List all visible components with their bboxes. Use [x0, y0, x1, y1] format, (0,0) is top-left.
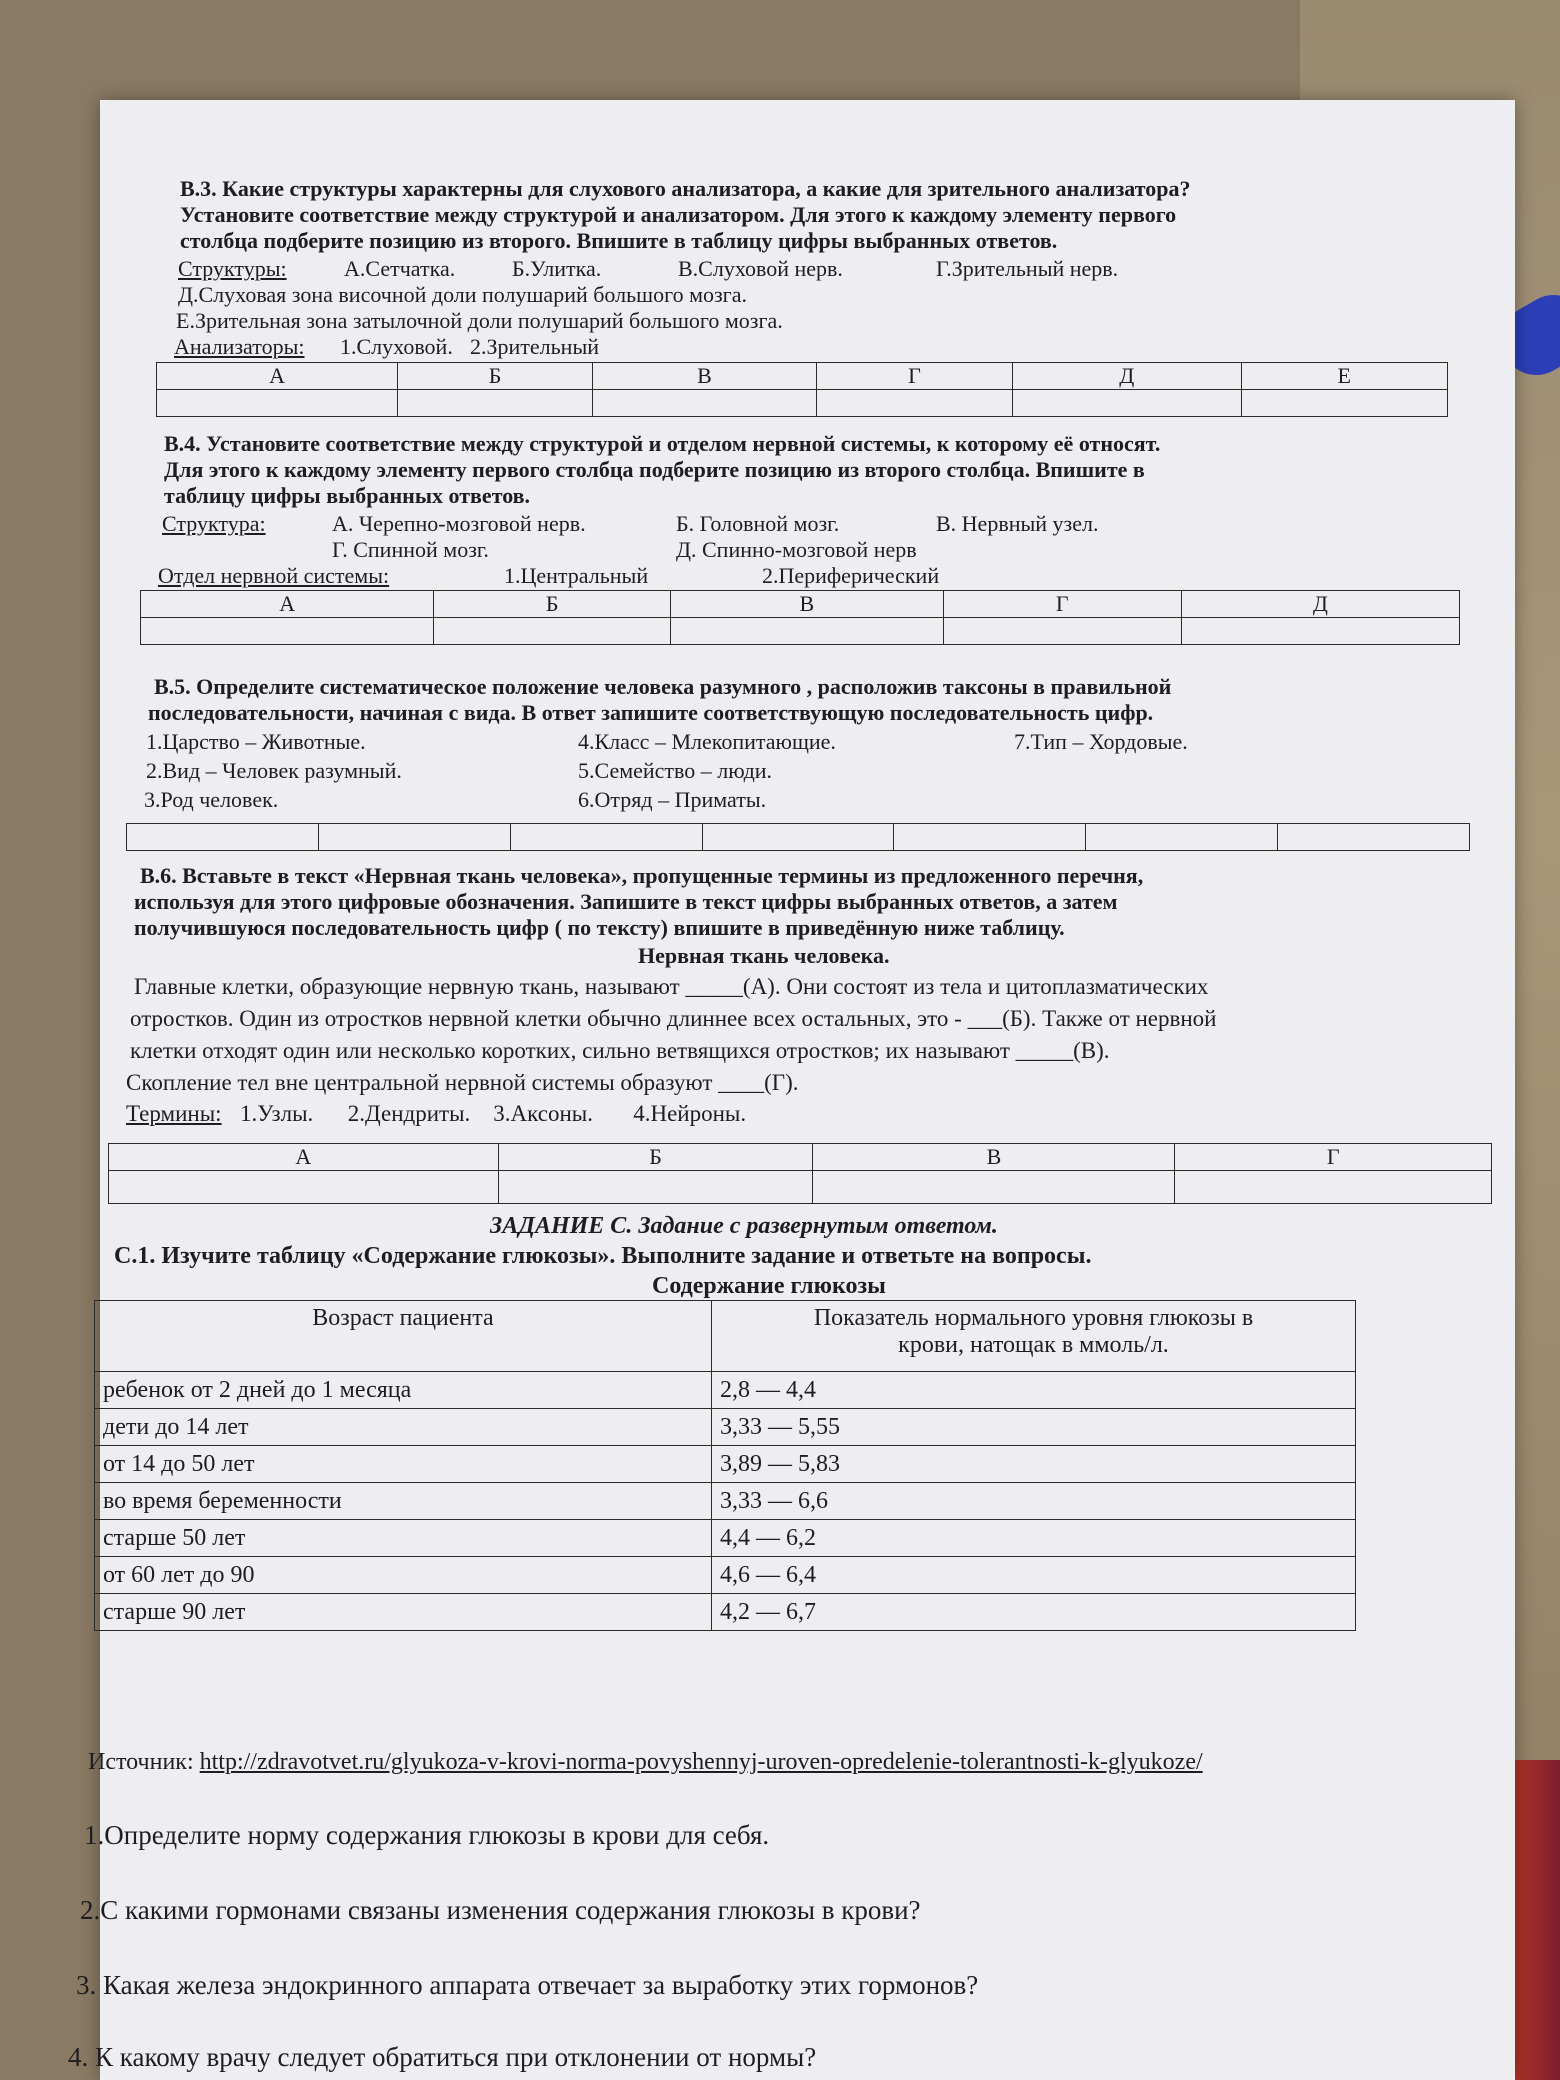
b6-text-title: Нервная ткань человека.	[638, 943, 890, 968]
b4-answer-cell[interactable]	[1181, 618, 1459, 645]
b3-analyzers-label: Анализаторы:	[174, 334, 305, 359]
b3-question-line2: Установите соответствие между структурой и анализатором. Для этого к каждому элементу первого	[180, 202, 1177, 227]
b4-item-d: Д. Спинно-мозговой нерв	[676, 537, 917, 562]
question-3: 3. Какая железа эндокринного аппарата отвечает за выработку этих гормонов?	[76, 1970, 979, 2000]
b3-analyzer-2: 2.Зрительный	[470, 334, 600, 359]
source-line	[88, 1748, 1203, 1776]
glucose-col-value	[712, 1301, 1356, 1372]
glucose-table-title: Содержание глюкозы	[652, 1273, 886, 1299]
glucose-value-cell: 4,6 — 6,4	[712, 1557, 1356, 1594]
b3-question-line1: В.3. Какие структуры характерны для слухового анализатора, а какие для зрительного анализатора?	[180, 176, 1191, 201]
b6-question-line1: В.6. Вставьте в текст «Нервная ткань человека», пропущенные термины из предложенного перечня,	[140, 863, 1144, 888]
glucose-age-cell: старше 50 лет	[95, 1520, 712, 1557]
b4-answer-cell[interactable]	[434, 618, 671, 645]
glucose-table	[94, 1300, 1356, 1631]
glucose-value-cell: 4,2 — 6,7	[712, 1594, 1356, 1631]
worksheet-page	[68, 100, 1515, 2080]
source-link[interactable]: http://zdravotvet.ru/glyukoza-v-krovi-norma-povyshennyj-uroven-opredelenie-tolerantnosti-k-glyukoze/	[199, 1749, 1203, 1775]
b6-answer-cell[interactable]	[813, 1171, 1175, 1204]
b4-department-label: Отдел нервной системы:	[158, 563, 390, 588]
b4-answer-table	[140, 590, 1460, 645]
b4-header-v: В	[671, 591, 943, 618]
b4-item-a: А. Черепно-мозговой нерв.	[332, 511, 586, 536]
b6-text-line1: Главные клетки, образующие нервную ткань, называют _____(А). Они состоят из тела и цитоплазматических	[134, 974, 1209, 999]
question-1: 1.Определите норму содержания глюкозы в крови для себя.	[84, 1820, 770, 1850]
glucose-col-age: Возраст пациента	[95, 1301, 712, 1372]
b3-answer-cell[interactable]	[398, 390, 593, 417]
b4-answer-cell[interactable]	[141, 618, 434, 645]
b4-header-g: Г	[943, 591, 1181, 618]
b4-item-v: В. Нервный узел.	[936, 511, 1099, 536]
table-row	[95, 1594, 1356, 1631]
b5-taxon-1: 1.Царство – Животные.	[146, 729, 366, 754]
b3-answer-cell[interactable]	[1012, 390, 1241, 417]
b4-item-b: Б. Головной мозг.	[676, 511, 840, 536]
b6-header-a: А	[109, 1144, 499, 1171]
b5-taxon-3: 3.Род человек.	[144, 787, 279, 812]
b4-question-line3: таблицу цифры выбранных ответов.	[164, 483, 531, 508]
b5-taxon-5: 5.Семейство – люди.	[578, 758, 773, 783]
b5-answer-cell[interactable]	[1086, 824, 1278, 851]
question-4: 4. К какому врачу следует обратиться при отклонении от нормы?	[68, 2042, 817, 2072]
b3-item-g: Г.Зрительный нерв.	[936, 256, 1119, 281]
b5-answer-cell[interactable]	[318, 824, 510, 851]
b6-answer-table	[108, 1143, 1492, 1204]
b3-answer-cell[interactable]	[157, 390, 398, 417]
table-row	[95, 1557, 1356, 1594]
b4-header-d: Д	[1181, 591, 1459, 618]
b5-answer-table	[126, 823, 1470, 851]
b6-header-b: Б	[498, 1144, 813, 1171]
b3-analyzer-1: 1.Слуховой.	[340, 334, 453, 359]
glucose-age-cell: ребенок от 2 дней до 1 месяца	[95, 1372, 712, 1409]
b3-item-a: А.Сетчатка.	[344, 256, 456, 281]
b6-question-line3: получившуюся последовательность цифр ( по тексту) впишите в приведённую ниже таблицу.	[134, 915, 1065, 940]
c1-question: С.1. Изучите таблицу «Содержание глюкозы». Выполните задание и ответьте на вопросы.	[114, 1243, 1092, 1269]
b5-answer-cell[interactable]	[1278, 824, 1470, 851]
b6-header-g: Г	[1175, 1144, 1492, 1171]
table-row	[95, 1483, 1356, 1520]
question-2: 2.С какими гормонами связаны изменения содержания глюкозы в крови?	[80, 1895, 921, 1925]
b6-answer-cell[interactable]	[498, 1171, 813, 1204]
b3-header-d: Д	[1012, 363, 1241, 390]
b4-structure-label: Структура:	[162, 511, 266, 536]
table-row	[95, 1446, 1356, 1483]
source-label: Источник:	[88, 1749, 194, 1775]
table-row	[95, 1372, 1356, 1409]
b6-answer-cell[interactable]	[1175, 1171, 1492, 1204]
b4-item-g: Г. Спинной мозг.	[332, 537, 489, 562]
b3-item-b: Б.Улитка.	[512, 256, 602, 281]
b4-department-1: 1.Центральный	[504, 563, 649, 588]
b5-taxon-4: 4.Класс – Млекопитающие.	[578, 729, 836, 754]
b3-answer-table	[156, 362, 1448, 417]
b5-answer-cell[interactable]	[894, 824, 1086, 851]
glucose-value-cell: 4,4 — 6,2	[712, 1520, 1356, 1557]
b3-header-a: А	[157, 363, 398, 390]
glucose-age-cell: дети до 14 лет	[95, 1409, 712, 1446]
glucose-age-cell: во время беременности	[95, 1483, 712, 1520]
b3-answer-cell[interactable]	[1241, 390, 1447, 417]
b5-taxon-7: 7.Тип – Хордовые.	[1014, 729, 1188, 754]
glucose-value-cell: 3,33 — 6,6	[712, 1483, 1356, 1520]
b3-header-b: Б	[398, 363, 593, 390]
b3-header-g: Г	[816, 363, 1012, 390]
glucose-col-value-line1: Показатель нормального уровня глюкозы в	[813, 1305, 1254, 1331]
b5-taxon-2: 2.Вид – Человек разумный.	[146, 758, 402, 783]
glucose-col-value-line2: крови, натощак в ммоль/л.	[898, 1332, 1169, 1358]
glucose-age-cell: от 14 до 50 лет	[95, 1446, 712, 1483]
b6-text-line2: отростков. Один из отростков нервной клетки обычно длиннее всех остальных, это - ___(Б). Также от нервной	[130, 1006, 1217, 1031]
glucose-value-cell: 3,89 — 5,83	[712, 1446, 1356, 1483]
glucose-value-cell: 2,8 — 4,4	[712, 1372, 1356, 1409]
glucose-age-cell: старше 90 лет	[95, 1594, 712, 1631]
section-c-heading: ЗАДАНИЕ С. Задание с развернутым ответом.	[490, 1213, 998, 1239]
b5-answer-cell[interactable]	[510, 824, 702, 851]
b4-department-2: 2.Периферический	[762, 563, 940, 588]
b6-header-v: В	[813, 1144, 1175, 1171]
b5-answer-cell[interactable]	[702, 824, 894, 851]
b3-item-d: Д.Слуховая зона височной доли полушарий большого мозга.	[178, 282, 747, 307]
b4-header-b: Б	[434, 591, 671, 618]
b5-answer-cell[interactable]	[127, 824, 319, 851]
b3-header-v: В	[592, 363, 816, 390]
b5-question-line2: последовательности, начиная с вида. В ответ запишите соответствующую последовательность цифр.	[148, 700, 1154, 725]
b3-answer-cell[interactable]	[816, 390, 1012, 417]
b6-terms-list: 1.Узлы. 2.Дендриты. 3.Аксоны. 4.Нейроны.	[240, 1101, 747, 1126]
b4-question-line2: Для этого к каждому элементу первого столбца подберите позицию из второго столбца. Впишите в	[164, 457, 1145, 482]
b5-question-line1: В.5. Определите систематическое положение человека разумного , расположив таксоны в правильной	[154, 674, 1172, 699]
b6-answer-cell[interactable]	[109, 1171, 499, 1204]
b6-text-line4: Скопление тел вне центральной нервной системы образуют ____(Г).	[126, 1070, 799, 1095]
glucose-value-cell: 3,33 — 5,55	[712, 1409, 1356, 1446]
b5-taxon-6: 6.Отряд – Приматы.	[578, 787, 767, 812]
table-row	[95, 1409, 1356, 1446]
b4-question-line1: В.4. Установите соответствие между структурой и отделом нервной системы, к которому её относят.	[164, 431, 1161, 456]
b4-answer-cell[interactable]	[943, 618, 1181, 645]
b6-text-line3: клетки отходят один или несколько коротких, сильно ветвящихся отростков; их называют _____(В).	[130, 1038, 1110, 1063]
glucose-age-cell: от 60 лет до 90	[95, 1557, 712, 1594]
b4-header-a: А	[141, 591, 434, 618]
b3-item-e: Е.Зрительная зона затылочной доли полушарий большого мозга.	[176, 308, 783, 333]
b6-terms-label: Термины:	[126, 1101, 222, 1126]
b6-question-line2: используя для этого цифровые обозначения. Запишите в текст цифры выбранных ответов, а затем	[134, 889, 1118, 914]
table-row	[95, 1520, 1356, 1557]
b3-question-line3: столбца подберите позицию из второго. Впишите в таблицу цифры выбранных ответов.	[180, 228, 1058, 253]
b3-header-e: Е	[1241, 363, 1447, 390]
b3-structures-label: Структуры:	[178, 256, 287, 281]
b4-answer-cell[interactable]	[671, 618, 943, 645]
b3-item-v: В.Слуховой нерв.	[678, 256, 843, 281]
b3-answer-cell[interactable]	[592, 390, 816, 417]
